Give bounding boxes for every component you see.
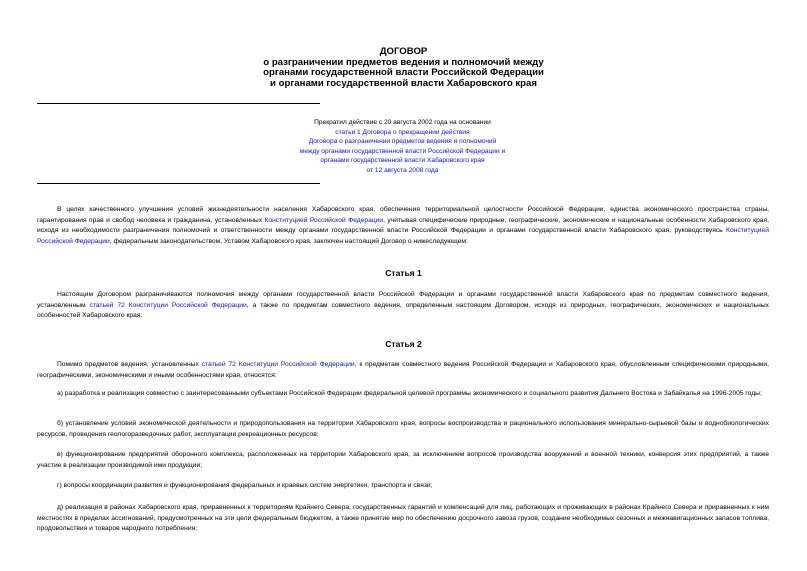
text: , федеральным законодательством, Уставом Хабаровского края, заключен настоящий Договор о нижеследующем: [109,237,468,245]
article-2-heading: Статья 2 [385,339,422,349]
article-2-item-a: а) разработка и реализация совместно с заинтересованными субъектами Российской Федерации федеральной целевой программы экономического и социального развития Дальнего Востока и Забайкалья на 1996-2005 годы; [57,390,762,397]
article-2-intro [37,360,769,381]
title-line: о разграничении предметов ведения и полномочий между [263,56,544,68]
text: , а также по предметам совместного ведения, определенным настоящим Договором, исходя из природных, географических, экономических и национальных особенностей Хабаровского края. [37,301,770,320]
status-note-text: Прекратил действие с 20 августа 2002 года на основании [314,119,491,126]
repeal-link[interactable]: статьи 1 Договора о прекращении действия [335,128,470,136]
constitution-link[interactable]: Конституцией Российской Федерации [264,216,384,224]
article-2-item-d: д) реализация в районах Хабаровского края, приравненных к территориям Крайнего Севера, государственных гарантий и компенсаций для лиц, работающих и проживающих в районах Крайнего Севера и приравненных к ним местностях в пределах ассигнований, предусмотренных на эти цели федеральным бюджетом, а также принятие мер по обеспечению досрочного завоза грузов, создание необходимых сезонных и межнавигационных запасов топлива, продовольствия и товаров народного потребления; [37,504,769,533]
article-1-heading: Статья 1 [385,268,422,278]
article-1-paragraph [37,290,769,322]
title-line: и органами государственной власти Хабаровского края [270,77,537,89]
text: , учитывая специфические природные, географические, экономические и национальные особенности Хабаровского края, исходя из необходимости разграничения полномочий и ответственности между органами государственной власти Российской Федерации и органами государственной власти Хабаровского края, руководствуясь [37,216,769,235]
document-title [0,47,807,89]
text: Настоящим Договором разграничиваются полномочия между органами государственной власти Российской Федерации и органами государственной власти Хабаровского края по предметам совместного ведения, установленным [37,291,769,309]
status-note [130,118,675,176]
article-2-item-g: г) вопросы координации развития и функционирования федеральных и краевых систем энергетики, транспорта и связи; [57,482,433,489]
repeal-link[interactable]: Договора о разграничении предметов ведения и полномочий [308,138,497,146]
repeal-link[interactable]: органами государственной власти Хабаровского края [320,157,485,165]
article-2-item-b: б) установление условий экономической деятельности и природопользования на территории Хабаровского края, вопросы воспроизводства и рационального использования минерально-сырьевой базы и воднобиологических ресурсов, проведения геологоразведочных работ, эксплуатации рекреационных ресурсов; [37,420,769,438]
article-72-link[interactable]: статьей 72 Конституции Российской Федерации [201,361,355,368]
repeal-link[interactable]: от 12 августа 2008 года [366,166,439,174]
title-line: ДОГОВОР [379,46,428,57]
preamble-paragraph [37,205,769,247]
text: В целях качественного улучшения условий жизнедеятельности населения Хабаровского края, обеспечения территориальной целостности Российской Федерации, единства экономического пространства страны, гарантирования прав и свобод человека и гражданина, установленных [37,206,769,224]
divider [37,103,320,104]
text: Помимо предметов ведения, установленных [57,361,202,368]
constitution-link[interactable]: Конституцией Российской Федерации [37,227,769,245]
title-line: органами государственной власти Российской Федерации [263,67,544,79]
divider [37,183,320,184]
repeal-link[interactable]: между органами государственной власти Российской Федерации и [299,147,506,155]
article-2-item-v: в) функционирование предприятий оборонного комплекса, расположенных на территории Хабаровского края, за исключением вопросов производства вооружений и военной техники, конверсия этих предприятий, а также участие в реализации производимой ими продукции; [37,451,769,469]
text: , к предметам совместного ведения Российской Федерации и Хабаровского края, обусловленным специфическими природными, географическими, экономическими и иными особенностями края, относятся: [37,361,769,379]
article-72-link[interactable]: статьей 72 Конституции Российской Федерации [89,301,247,309]
